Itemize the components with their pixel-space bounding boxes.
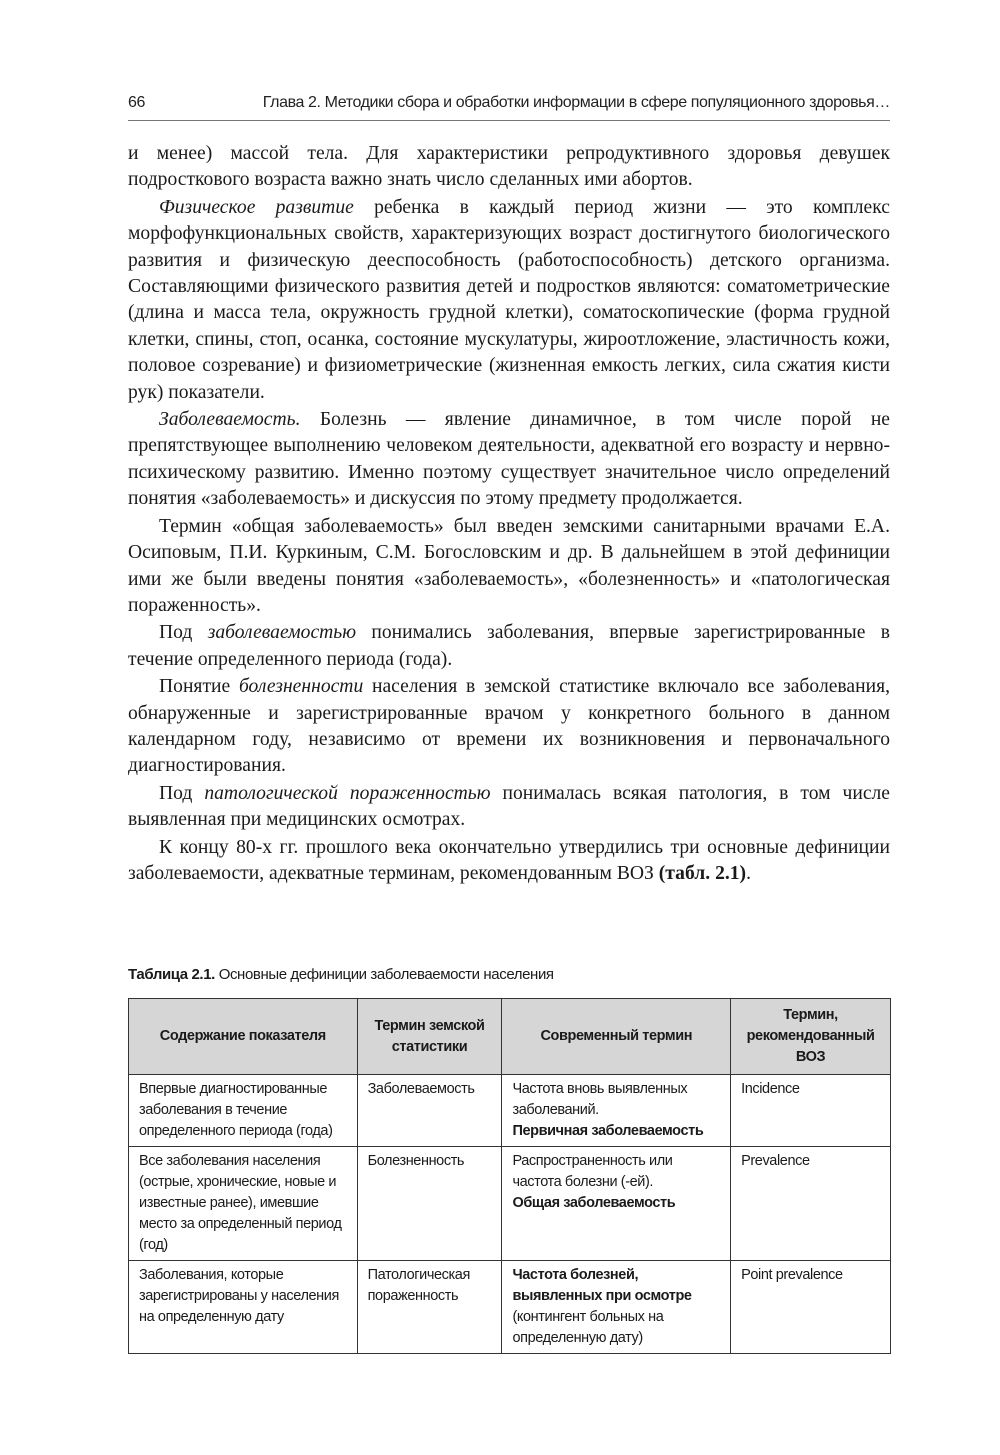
cell-zemstvo-term: Болезненность [357,1147,502,1261]
modern-term-line: (контингент больных на определенную дату) [512,1309,664,1346]
paragraph [128,620,890,673]
cell-who-term: Prevalence [731,1147,891,1261]
cell-zemstvo-term: Заболеваемость [357,1075,502,1147]
table-header-row [129,999,891,1075]
body-text [128,141,890,887]
paragraph [128,674,890,780]
table-caption-label: Таблица 2.1. [128,966,215,983]
column-header: Содержание показателя [129,999,358,1075]
text-run: Болезнь — явление динамичное, в том числе порой не препятствующее выполнению человеком деятельности, адекватной его возрасту и нервно-психическому развитию. Именно поэтому существует значительное число определений понятия «заболеваемость» и дискуссия по этому предмету продолжается. [128,409,890,510]
cell-modern-term [502,1261,731,1354]
modern-term-line: Частота вновь выявленных заболеваний. [512,1081,688,1118]
definitions-table [128,998,891,1354]
modern-term-line: Первичная заболеваемость [512,1123,704,1139]
running-title: Глава 2. Методики сбора и обработки информации в сфере популяционного здоровья… [262,94,890,111]
text-run: Под [159,782,205,804]
paragraph [128,407,890,513]
column-header: Термин, рекомендованный ВОЗ [731,999,891,1075]
cell-zemstvo-term: Патологическая пораженность [357,1261,502,1354]
italic-term: болезненности [238,676,364,698]
cell-content: Заболевания, которые зарегистрированы у населения на определенную дату [129,1261,358,1354]
running-header [128,92,890,121]
table-caption-text: Основные дефиниции заболеваемости населения [214,966,554,983]
modern-term-line: Частота болезней, выявленных при осмотре [512,1267,692,1304]
text-run: населения в земской статистике включало все заболевания, обнаруженные и зарегистрированные врачом у конкретного больного в данном календарном году, независимо от времени их возникновения и первоначального диагностирования. [128,676,890,777]
italic-term: патологической пораженностью [204,782,491,804]
cell-who-term: Incidence [731,1075,891,1147]
cell-modern-term [502,1147,731,1261]
column-header: Термин земской статистики [357,999,502,1075]
text-run: и менее) массой тела. Для характеристики репродуктивного здоровья девушек подросткового возраста важно знать число сделанных ими абортов. [128,143,890,191]
text-run: понималась всякая патология, в том числе выявленная при медицинских осмотрах. [128,782,890,831]
text-run: К концу 80-х гг. прошлого века окончательно утвердились три основные дефиниции заболеваемости, адекватные терминам, рекомендованным ВОЗ [128,836,890,884]
modern-term-line: Общая заболеваемость [512,1195,676,1211]
cell-modern-term [502,1075,731,1147]
text-run: Термин «общая заболеваемость» был введен земскими санитарными врачами Е.А. Осиповым, П.И. Куркиным, С.М. Богословским и др. В дальнейшем в этой дефиниции ими же были введены понятия «заболеваемость», «болезненность» и «патологическая пораженность». [128,515,890,616]
text-run: ребенка в каждый период жизни — это комплекс морфофункциональных свойств, характеризующих возраст достигнутого биологического развития и физическую дееспособность (работоспособность) детского организма. Составляющими физического развития детей и подростков являются: соматометрические (длина и масса тела, окружность грудной клетки), соматоскопические (форма грудной клетки, спины, стоп, осанка, состояние мускулатуры, жироотложение, эластичность кожи, половое созревание) и физиометрические (жизненная емкость легких, сила сжатия кисти рук) показатели. [128,196,890,403]
cell-who-term: Point prevalence [731,1261,891,1354]
table-row [129,1147,891,1261]
paragraph [128,141,890,194]
italic-term: Физическое развитие [159,196,354,218]
italic-term: Заболеваемость. [159,409,301,431]
text-run: Под [159,622,208,644]
column-header: Современный термин [502,999,731,1075]
paragraph [128,781,890,834]
table-row [129,1261,891,1354]
cell-content: Впервые диагностированные заболевания в течение определенного периода (года) [129,1075,358,1147]
text-run: Понятие [159,676,239,698]
paragraph [128,195,890,406]
table-caption [128,966,554,983]
cell-content: Все заболевания населения (острые, хронические, новые и известные ранее), имевшие место за определенный период (год) [129,1147,358,1261]
text-run: понимались заболевания, впервые зарегистрированные в течение определенного периода (года). [128,622,890,670]
modern-term-line: Распространенность или частота болезни (-ей). [512,1153,673,1190]
paragraph [128,835,890,888]
table-row [129,1075,891,1147]
bold-reference: (табл. 2.1) [658,862,747,884]
italic-term: заболеваемостью [207,622,357,644]
paragraph [128,514,890,620]
text-run: . [746,862,751,884]
page-number: 66 [128,94,145,111]
